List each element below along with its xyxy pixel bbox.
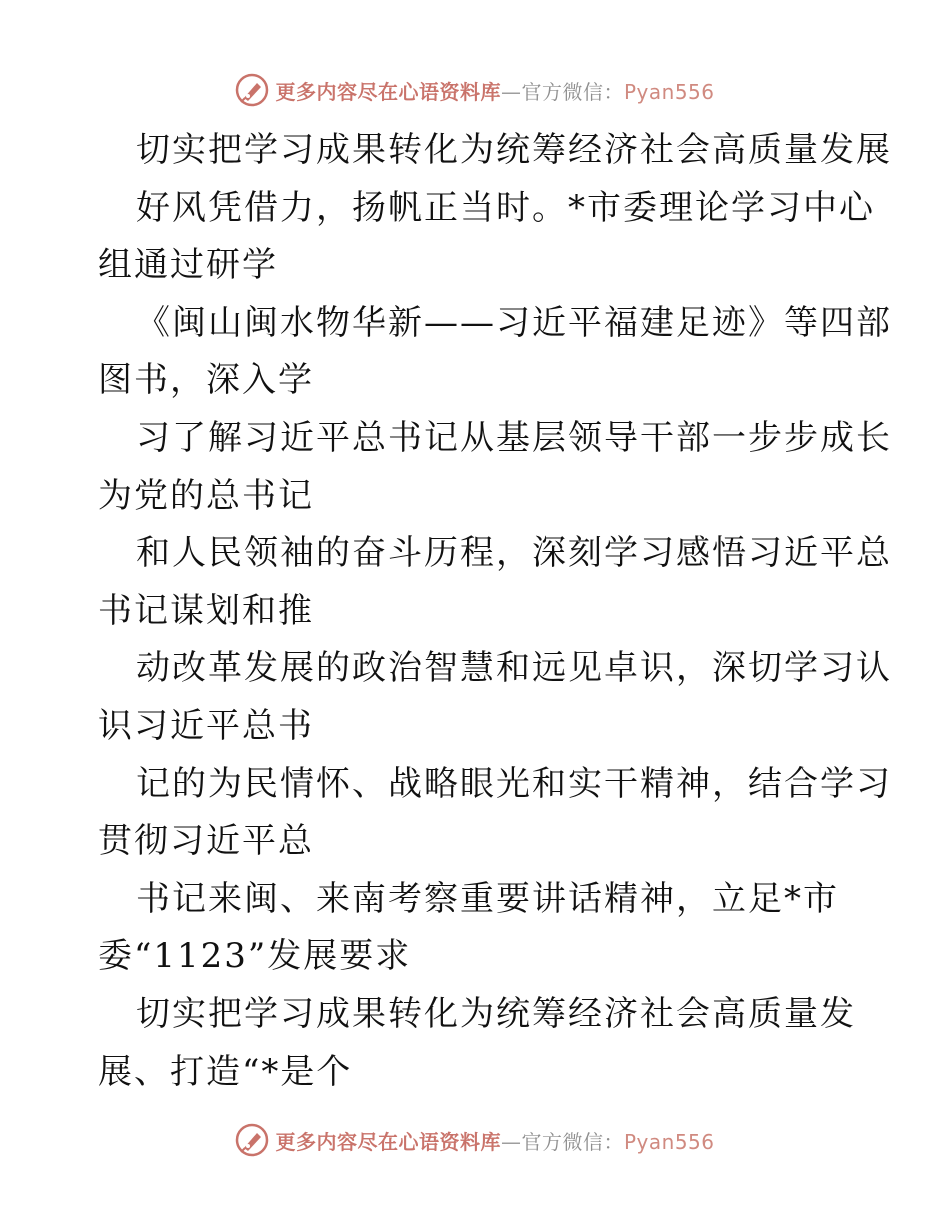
document-line: 图书，深入学 <box>98 360 314 401</box>
banner-official-label: 官方微信： <box>521 79 624 104</box>
footer-watermark-banner <box>0 1120 950 1160</box>
banner-handle: Pyan556 <box>623 1129 715 1154</box>
document-line: 切实把学习成果转化为统筹经济社会高质量发展 <box>136 130 892 170</box>
banner-brand-text: 更多内容尽在心语资料库 <box>275 79 501 104</box>
document-line: 切实把学习成果转化为统筹经济社会高质量发 <box>136 993 856 1034</box>
document-line: 习了解习近平总书记从基层领导干部一步步成长 <box>136 417 892 458</box>
header-banner-text <box>275 76 714 105</box>
document-line: 书记来闽、来南考察重要讲话精神，立足*市 <box>136 878 839 919</box>
document-line: 书记谋划和推 <box>98 590 314 631</box>
document-line: 动改革发展的政治智慧和远见卓识，深切学习认 <box>136 648 892 689</box>
pen-nib-circle-icon <box>235 1123 269 1157</box>
pen-nib-circle-icon <box>235 73 269 107</box>
header-watermark-banner <box>0 70 950 110</box>
document-line: 好风凭借力，扬帆正当时。*市委理论学习中心 <box>136 187 875 228</box>
document-line: 识习近平总书 <box>98 705 314 746</box>
banner-handle: Pyan556 <box>623 79 715 104</box>
document-line: 和人民领袖的奋斗历程，深刻学习感悟习近平总 <box>136 533 892 574</box>
banner-separator: — <box>500 1129 522 1154</box>
footer-banner-text <box>275 1126 714 1155</box>
document-body <box>98 122 892 1101</box>
document-line: 委“1123”发展要求 <box>98 936 412 977</box>
document-line: 贯彻习近平总 <box>98 821 314 862</box>
banner-separator: — <box>500 79 522 104</box>
document-line: 组通过研学 <box>98 245 278 286</box>
document-line: 《闽山闽水物华新——习近平福建足迹》等四部 <box>136 302 892 343</box>
document-line: 为党的总书记 <box>98 475 314 516</box>
banner-official-label: 官方微信： <box>521 1129 624 1154</box>
banner-brand-text: 更多内容尽在心语资料库 <box>275 1129 501 1154</box>
document-line: 记的为民情怀、战略眼光和实干精神，结合学习 <box>136 763 892 804</box>
document-line: 展、打造“*是个 <box>98 1051 353 1092</box>
